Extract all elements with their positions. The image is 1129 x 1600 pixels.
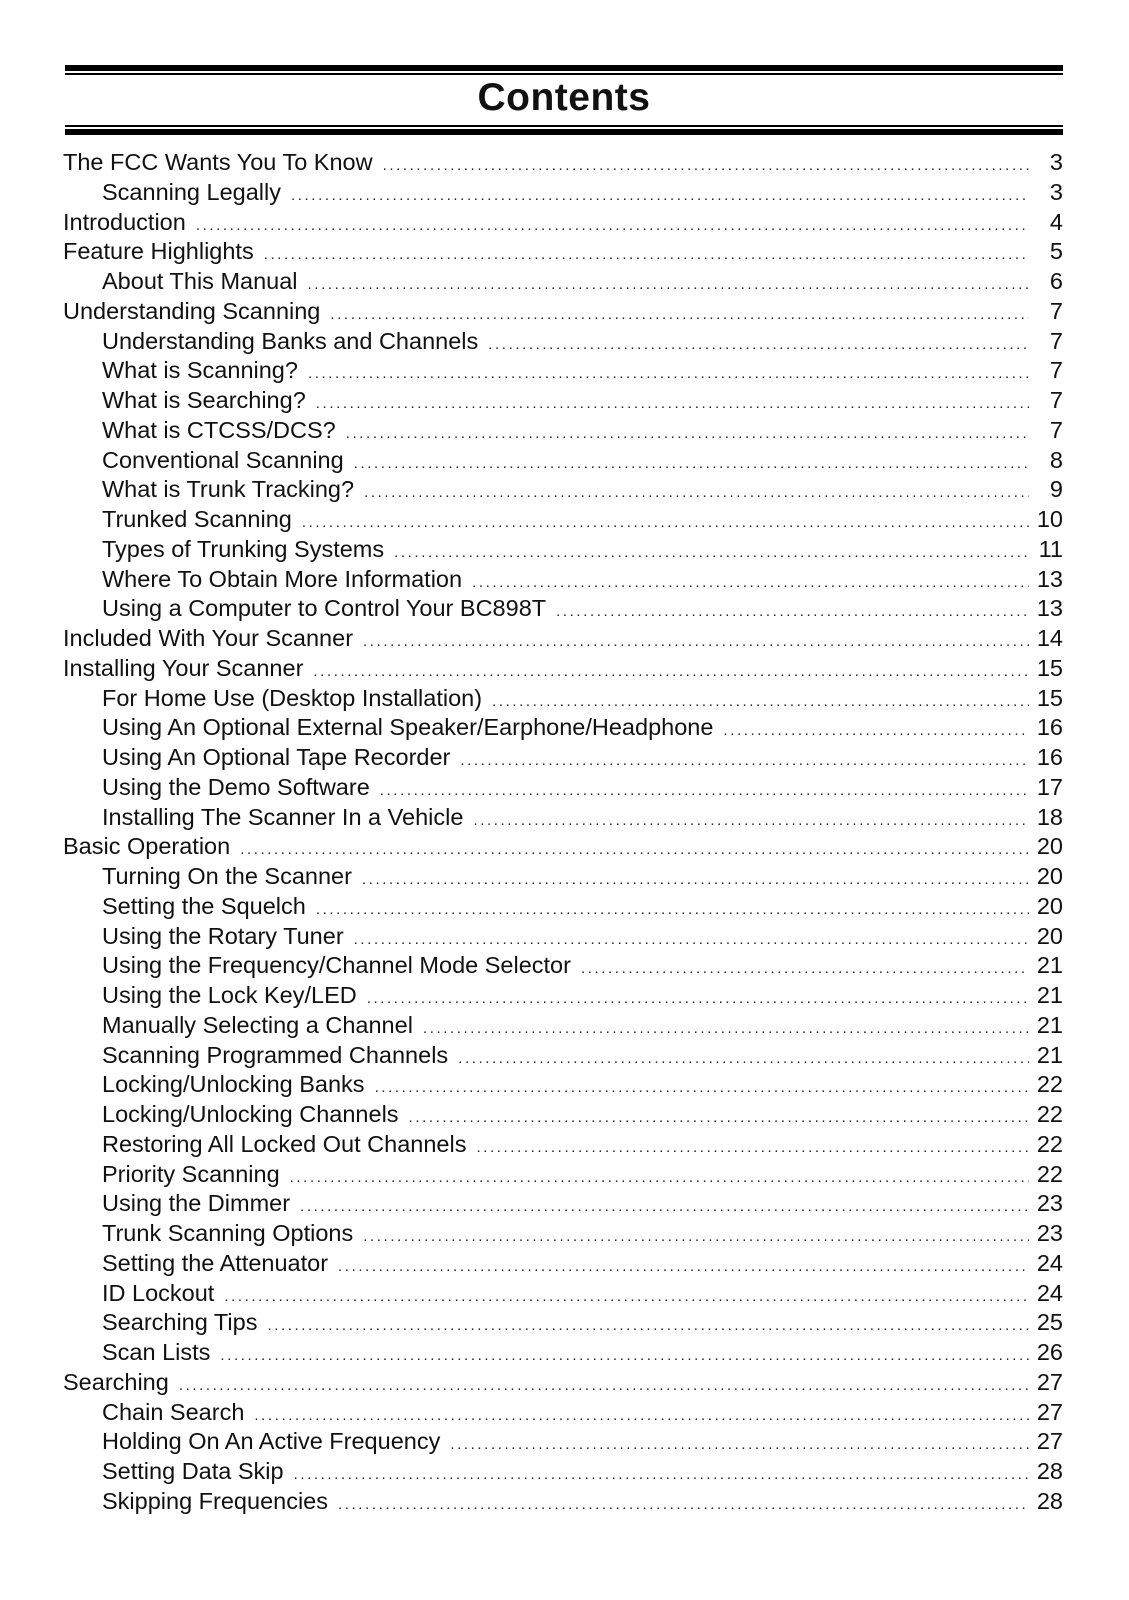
- toc-entry-title: Using the Lock Key/LED: [102, 982, 357, 1008]
- dot-leader: [290, 1163, 1029, 1193]
- toc-entry-title: What is Trunk Tracking?: [102, 476, 355, 503]
- toc-entry-title: Understanding Banks and Channels: [102, 327, 479, 354]
- toc-entry-page-number: 22: [1036, 1101, 1063, 1127]
- dot-leader: [363, 627, 1029, 657]
- toc-entry-title: Included With Your Scanner: [63, 625, 354, 651]
- dot-leader: [367, 984, 1029, 1014]
- toc-entry-page-number: 6: [1049, 268, 1063, 294]
- toc-entry-title: Scanning Legally: [102, 178, 281, 205]
- toc-entry-page-number: 22: [1036, 1071, 1063, 1098]
- dot-leader: [394, 538, 1029, 568]
- toc-entry-page-number: 16: [1036, 714, 1063, 741]
- toc-entry-page-number: 11: [1038, 535, 1063, 562]
- dot-leader: [346, 419, 1029, 449]
- dot-leader: [492, 687, 1029, 717]
- toc-entry[interactable]: [63, 1487, 1063, 1517]
- toc-entry-title: Understanding Scanning: [63, 297, 321, 324]
- toc-entry-page-number: 7: [1049, 387, 1063, 413]
- toc-entry-page-number: 16: [1036, 744, 1063, 770]
- toc-entry-title: Where To Obtain More Information: [102, 565, 463, 592]
- dot-leader: [362, 865, 1029, 895]
- toc-entry-page-number: 21: [1036, 982, 1063, 1008]
- toc-entry[interactable]: [63, 1279, 1063, 1309]
- table-of-contents: [63, 148, 1063, 1517]
- toc-entry-page-number: 20: [1036, 892, 1063, 919]
- toc-entry-title: Trunked Scanning: [102, 506, 292, 532]
- dot-leader: [264, 240, 1029, 270]
- dot-leader: [316, 895, 1029, 925]
- toc-entry-title: Locking/Unlocking Banks: [102, 1071, 365, 1098]
- toc-entry-title: Manually Selecting a Channel: [102, 1011, 413, 1038]
- toc-entry-title: Using the Frequency/Channel Mode Selector: [102, 952, 571, 979]
- page-title: Contents: [477, 76, 651, 119]
- toc-entry-page-number: 22: [1036, 1130, 1063, 1157]
- toc-entry-page-number: 22: [1036, 1160, 1063, 1187]
- toc-entry-page-number: 9: [1049, 476, 1063, 503]
- toc-entry-title: Searching: [63, 1368, 169, 1395]
- toc-entry-page-number: 15: [1036, 684, 1063, 711]
- toc-entry-page-number: 21: [1036, 1041, 1063, 1068]
- toc-entry-title: Locking/Unlocking Channels: [102, 1101, 399, 1127]
- toc-entry[interactable]: [63, 297, 1063, 327]
- toc-entry[interactable]: [63, 416, 1063, 446]
- toc-entry[interactable]: [63, 535, 1063, 565]
- toc-entry-page-number: 13: [1036, 595, 1063, 622]
- toc-entry-title: Using the Demo Software: [102, 773, 370, 800]
- toc-entry-title: Scan Lists: [102, 1339, 211, 1365]
- toc-entry-title: Feature Highlights: [63, 238, 254, 265]
- toc-entry[interactable]: [63, 892, 1063, 922]
- dot-leader: [363, 1222, 1029, 1252]
- dot-leader: [488, 330, 1029, 360]
- dot-leader: [302, 508, 1029, 538]
- toc-entry-page-number: 24: [1036, 1249, 1063, 1276]
- toc-entry[interactable]: [63, 624, 1063, 654]
- toc-entry-title: Restoring All Locked Out Channels: [102, 1130, 467, 1157]
- toc-entry-title: Searching Tips: [102, 1309, 258, 1336]
- toc-entry[interactable]: [63, 327, 1063, 357]
- dot-leader: [450, 1430, 1029, 1460]
- toc-entry[interactable]: [63, 713, 1063, 743]
- toc-entry[interactable]: [63, 386, 1063, 416]
- toc-entry[interactable]: [63, 565, 1063, 595]
- toc-entry-title: Types of Trunking Systems: [102, 535, 385, 562]
- dot-leader: [308, 270, 1029, 300]
- toc-entry[interactable]: [63, 951, 1063, 981]
- toc-entry[interactable]: [63, 475, 1063, 505]
- toc-entry-page-number: 7: [1049, 416, 1063, 443]
- toc-entry-title: ID Lockout: [102, 1279, 215, 1306]
- toc-entry-title: Conventional Scanning: [102, 446, 344, 473]
- toc-entry-title: Priority Scanning: [102, 1160, 280, 1187]
- toc-entry[interactable]: [63, 356, 1063, 386]
- toc-entry-page-number: 18: [1036, 803, 1063, 830]
- toc-entry-title: About This Manual: [102, 268, 298, 294]
- toc-entry-title: Setting the Squelch: [102, 892, 306, 919]
- dot-leader: [179, 1371, 1029, 1401]
- toc-entry[interactable]: [63, 1338, 1063, 1368]
- toc-entry-title: Scanning Programmed Channels: [102, 1041, 449, 1068]
- toc-entry-page-number: 3: [1049, 178, 1063, 205]
- toc-entry[interactable]: [63, 148, 1063, 178]
- toc-entry-page-number: 5: [1049, 238, 1063, 265]
- dot-leader: [220, 1341, 1028, 1371]
- toc-entry-page-number: 20: [1036, 863, 1063, 889]
- toc-entry-title: Using the Rotary Tuner: [102, 922, 344, 949]
- dot-leader: [313, 657, 1028, 687]
- toc-entry[interactable]: [63, 237, 1063, 267]
- toc-entry-title: The FCC Wants You To Know: [63, 149, 373, 175]
- toc-entry-page-number: 7: [1049, 327, 1063, 354]
- dot-leader: [254, 1401, 1028, 1431]
- toc-entry-title: Basic Operation: [63, 833, 231, 860]
- dot-leader: [423, 1014, 1029, 1044]
- toc-entry-page-number: 28: [1036, 1458, 1063, 1484]
- toc-entry-title: Holding On An Active Frequency: [102, 1428, 441, 1455]
- toc-entry-title: Skipping Frequencies: [102, 1487, 328, 1514]
- dot-leader: [409, 1103, 1029, 1133]
- toc-entry-page-number: 7: [1049, 297, 1063, 324]
- dot-leader: [330, 300, 1029, 330]
- dot-leader: [458, 1044, 1029, 1074]
- toc-entry-title: Using the Dimmer: [102, 1190, 291, 1217]
- toc-entry[interactable]: [63, 773, 1063, 803]
- dot-leader: [383, 151, 1029, 181]
- toc-entry[interactable]: [63, 1100, 1063, 1130]
- toc-entry-page-number: 4: [1049, 208, 1063, 235]
- dot-leader: [308, 359, 1029, 389]
- toc-entry-page-number: 7: [1049, 357, 1063, 384]
- toc-entry-page-number: 25: [1036, 1309, 1063, 1336]
- toc-entry-page-number: 13: [1036, 565, 1063, 592]
- dot-leader: [723, 716, 1028, 746]
- toc-entry-page-number: 10: [1036, 506, 1063, 532]
- toc-entry[interactable]: [63, 922, 1063, 952]
- toc-entry[interactable]: [63, 1398, 1063, 1428]
- toc-entry[interactable]: [63, 803, 1063, 833]
- toc-entry[interactable]: [63, 684, 1063, 714]
- dot-leader: [224, 1282, 1029, 1312]
- toc-entry[interactable]: [63, 1219, 1063, 1249]
- toc-entry[interactable]: [63, 981, 1063, 1011]
- dot-leader: [338, 1252, 1029, 1282]
- toc-entry-title: What is Searching?: [102, 387, 306, 413]
- toc-entry-title: Chain Search: [102, 1398, 245, 1425]
- dot-leader: [338, 1490, 1029, 1520]
- toc-entry[interactable]: [63, 267, 1063, 297]
- toc-entry[interactable]: [63, 1189, 1063, 1219]
- toc-entry[interactable]: [63, 1249, 1063, 1279]
- bottom-rule-thick: [65, 129, 1063, 135]
- toc-entry-title: Installing The Scanner In a Vehicle: [102, 803, 464, 830]
- toc-entry-page-number: 17: [1036, 773, 1063, 800]
- toc-entry[interactable]: [63, 1427, 1063, 1457]
- toc-entry[interactable]: [63, 446, 1063, 476]
- dot-leader: [375, 1073, 1029, 1103]
- toc-entry-title: Turning On the Scanner: [102, 863, 352, 889]
- toc-entry-page-number: 8: [1049, 446, 1063, 473]
- dot-leader: [473, 806, 1028, 836]
- toc-entry[interactable]: [63, 1070, 1063, 1100]
- dot-leader: [300, 1192, 1029, 1222]
- toc-entry-page-number: 27: [1036, 1368, 1063, 1395]
- toc-entry[interactable]: [63, 594, 1063, 624]
- dot-leader: [316, 389, 1029, 419]
- toc-entry[interactable]: [63, 832, 1063, 862]
- toc-entry-page-number: 28: [1036, 1487, 1063, 1514]
- toc-entry[interactable]: [63, 862, 1063, 892]
- toc-entry[interactable]: [63, 1130, 1063, 1160]
- toc-entry-page-number: 15: [1036, 654, 1063, 681]
- toc-entry-page-number: 27: [1036, 1428, 1063, 1455]
- dot-leader: [196, 211, 1029, 241]
- toc-entry[interactable]: [63, 178, 1063, 208]
- toc-entry[interactable]: [63, 1041, 1063, 1071]
- toc-entry-page-number: 23: [1036, 1190, 1063, 1217]
- toc-entry[interactable]: [63, 1160, 1063, 1190]
- toc-entry-title: What is Scanning?: [102, 357, 298, 384]
- toc-entry-page-number: 20: [1036, 922, 1063, 949]
- toc-entry-page-number: 14: [1036, 625, 1063, 651]
- dot-leader: [354, 925, 1029, 955]
- dot-leader: [240, 835, 1029, 865]
- toc-entry[interactable]: [63, 654, 1063, 684]
- toc-entry[interactable]: [63, 208, 1063, 238]
- toc-entry-page-number: 21: [1036, 1011, 1063, 1038]
- dot-leader: [476, 1133, 1028, 1163]
- dot-leader: [556, 597, 1029, 627]
- dot-leader: [460, 746, 1029, 776]
- toc-entry-title: Installing Your Scanner: [63, 654, 304, 681]
- toc-entry-page-number: 21: [1036, 952, 1063, 979]
- dot-leader: [581, 954, 1029, 984]
- bottom-rule-thin: [65, 125, 1063, 127]
- toc-entry-page-number: 20: [1036, 833, 1063, 860]
- dot-leader: [472, 568, 1029, 598]
- toc-entry-page-number: 27: [1036, 1398, 1063, 1425]
- dot-leader: [380, 776, 1029, 806]
- toc-entry[interactable]: [63, 1368, 1063, 1398]
- dot-leader: [291, 181, 1029, 211]
- toc-entry-title: Introduction: [63, 208, 186, 235]
- toc-entry[interactable]: [63, 1308, 1063, 1338]
- dot-leader: [294, 1460, 1029, 1490]
- toc-entry-title: What is CTCSS/DCS?: [102, 416, 336, 443]
- toc-entry-title: Using a Computer to Control Your BC898T: [102, 595, 547, 622]
- toc-entry[interactable]: [63, 1457, 1063, 1487]
- toc-entry-page-number: 3: [1049, 149, 1063, 175]
- dot-leader: [364, 478, 1029, 508]
- toc-entry-page-number: 26: [1036, 1339, 1063, 1365]
- toc-entry-title: Setting the Attenuator: [102, 1249, 329, 1276]
- toc-entry-title: Setting Data Skip: [102, 1458, 284, 1484]
- toc-entry[interactable]: [63, 743, 1063, 773]
- toc-entry[interactable]: [63, 505, 1063, 535]
- toc-entry-page-number: 23: [1036, 1220, 1063, 1246]
- dot-leader: [267, 1311, 1028, 1341]
- toc-entry-page-number: 24: [1036, 1279, 1063, 1306]
- toc-entry-title: Using An Optional External Speaker/Earphone/Headphone: [102, 714, 714, 741]
- toc-entry-title: Using An Optional Tape Recorder: [102, 744, 451, 770]
- dot-leader: [354, 449, 1029, 479]
- toc-entry-title: Trunk Scanning Options: [102, 1220, 354, 1246]
- toc-entry[interactable]: [63, 1011, 1063, 1041]
- toc-entry-title: For Home Use (Desktop Installation): [102, 684, 483, 711]
